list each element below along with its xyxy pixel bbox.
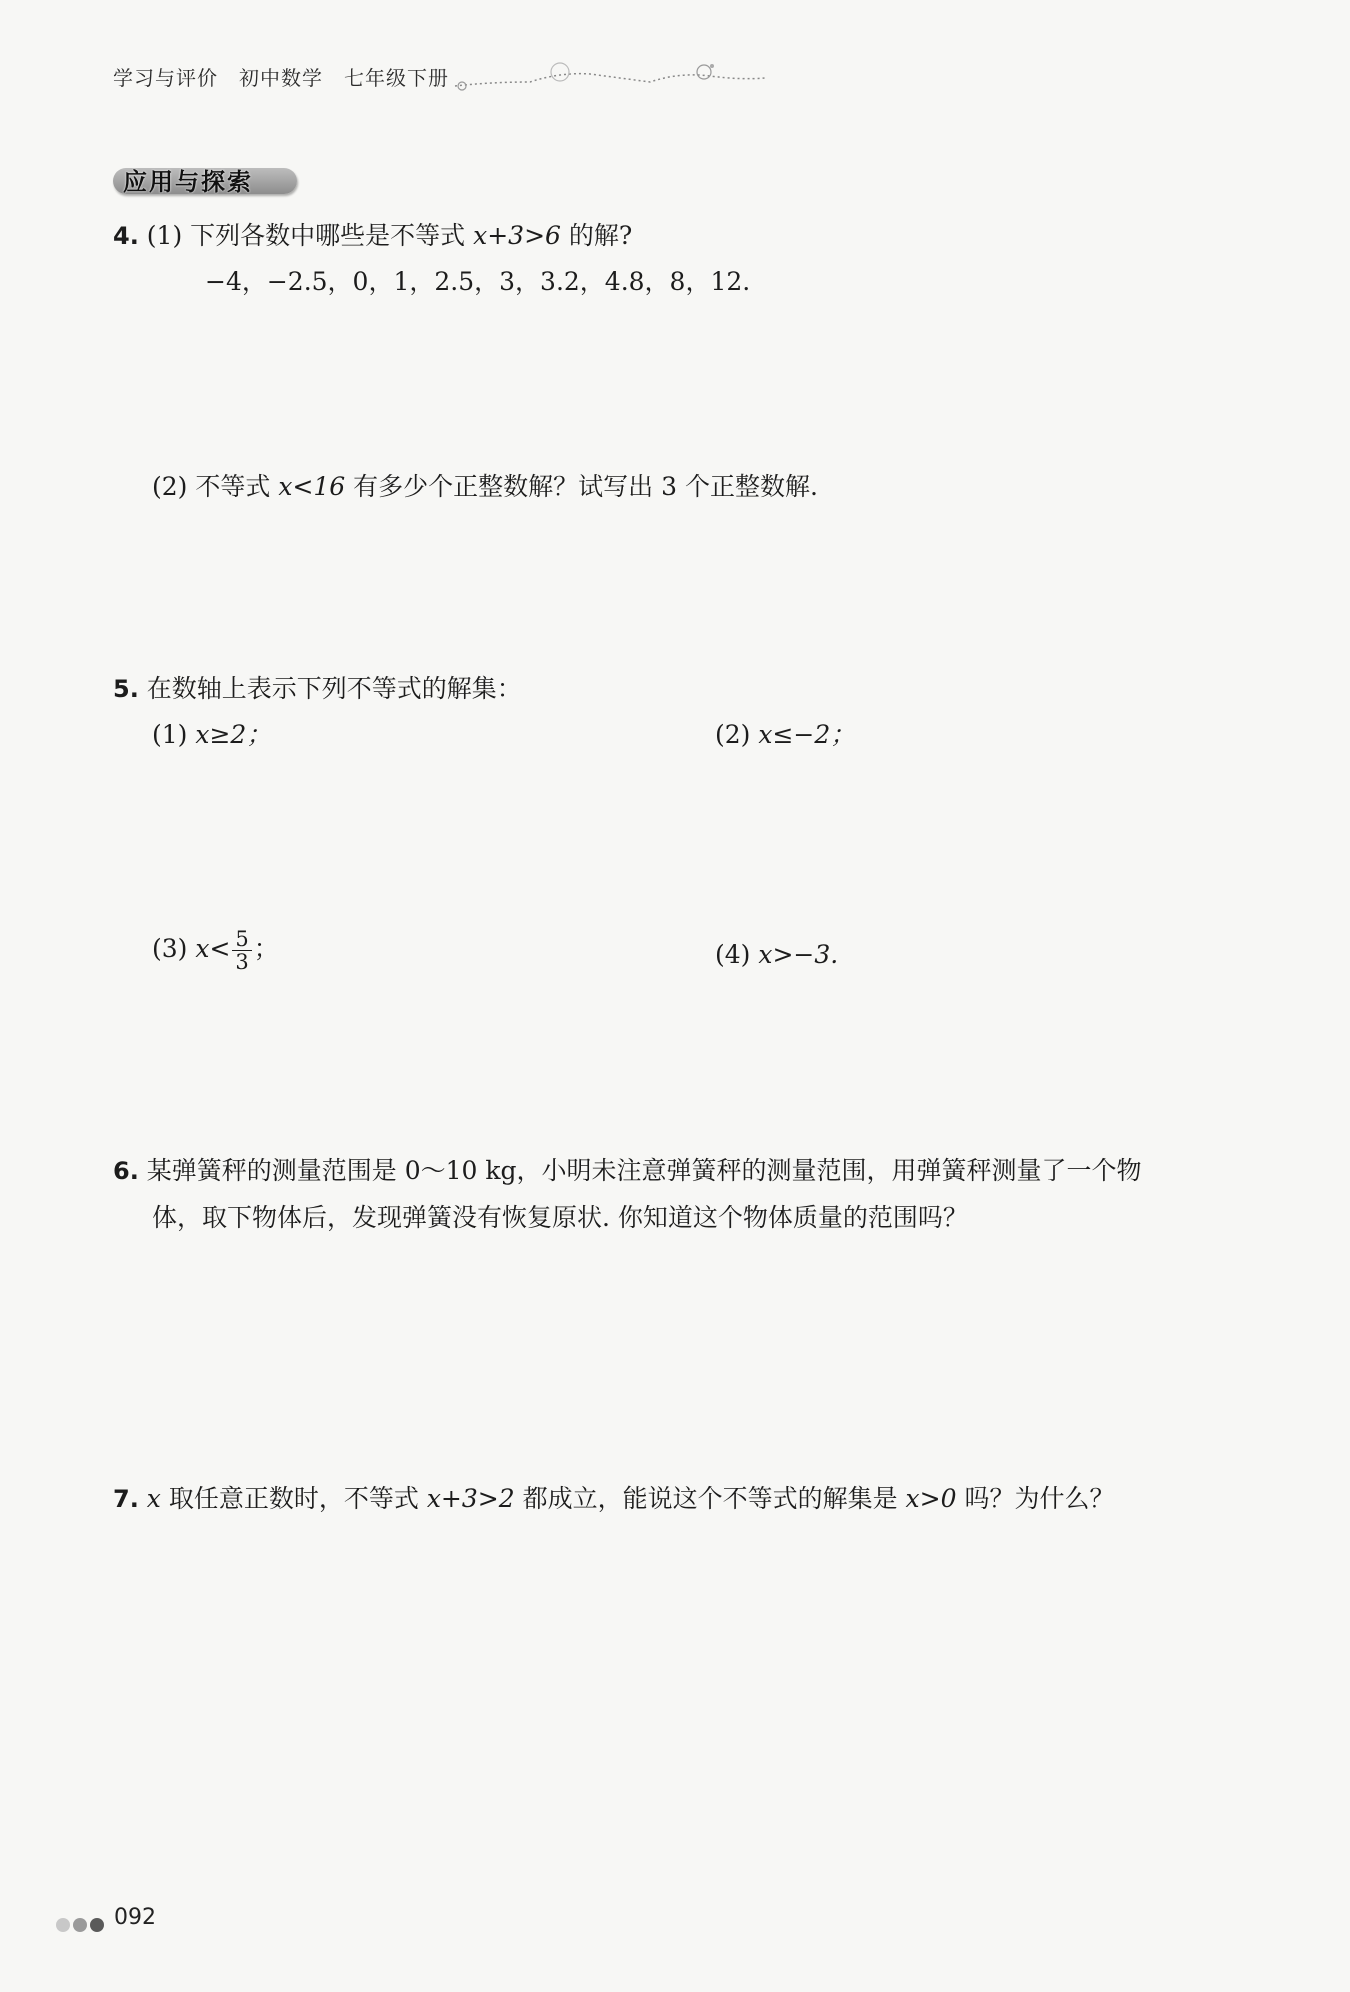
question-text: 某弹簧秤的测量范围是 0～10 kg，小明未注意弹簧秤的测量范围，用弹簧秤测量了一个物 (146, 1156, 1142, 1185)
number-list: −4，−2.5，0，1，2.5，3，3.2，4.8，8，12. (205, 267, 751, 296)
question-text: 在数轴上表示下列不等式的解集： (146, 674, 522, 703)
question-text: 吗？为什么？ (964, 1484, 1115, 1513)
dot-icon (73, 1918, 87, 1932)
page-number: 092 (114, 1905, 156, 1930)
question-5-item-2 (715, 718, 855, 752)
inequality: x>0 (905, 1484, 957, 1513)
part-label: (4) (715, 940, 751, 969)
inequality: x+3>2 (426, 1484, 515, 1513)
dot-icon (90, 1918, 104, 1932)
question-5-item-1 (152, 718, 271, 752)
section-title: 应用与探索 (123, 168, 253, 196)
question-text: 不等式 (195, 472, 271, 501)
question-4-part-2 (152, 470, 818, 504)
inequality: x<16 (278, 472, 346, 501)
running-header: 学习与评价 初中数学 七年级下册 (113, 66, 449, 90)
fraction-denominator: 3 (235, 950, 249, 974)
question-6-line-2: 体，取下物体后，发现弹簧没有恢复原状. 你知道这个物体质量的范围吗？ (152, 1203, 968, 1232)
question-text: 有多少个正整数解？试写出 3 个正整数解. (353, 472, 818, 501)
part-label: (2) (152, 472, 188, 501)
variable: x (146, 1484, 161, 1513)
question-number: 4. (113, 222, 139, 250)
question-5-stem (113, 672, 522, 706)
question-text: 的解? (568, 221, 633, 250)
question-5-item-3 (152, 928, 279, 973)
question-number: 5. (113, 675, 139, 703)
inequality: x>−3. (758, 940, 839, 969)
question-5-item-4 (715, 938, 838, 972)
inequality: x< (195, 934, 231, 963)
part-label: (1) (146, 221, 183, 250)
header-decoration (450, 52, 770, 92)
part-label: (2) (715, 720, 751, 749)
question-4-part-1 (113, 219, 632, 253)
inequality: x≥2； (195, 720, 272, 749)
fraction-numerator: 5 (232, 928, 251, 951)
question-text: 都成立，能说这个不等式的解集是 (522, 1484, 898, 1513)
question-6-line-1 (113, 1154, 1142, 1188)
fraction (232, 928, 251, 973)
part-label: (3) (152, 934, 188, 963)
inequality: x+3>6 (473, 221, 561, 250)
inequality: x≤−2； (758, 720, 856, 749)
page-dots (56, 1914, 107, 1933)
question-number: 7. (113, 1485, 139, 1513)
question-7 (113, 1482, 1114, 1516)
question-text: 下列各数中哪些是不等式 (190, 221, 466, 250)
dot-icon (56, 1918, 70, 1932)
punctuation: ； (253, 934, 279, 963)
part-label: (1) (152, 720, 188, 749)
question-number: 6. (113, 1157, 139, 1185)
section-badge (113, 162, 303, 196)
question-text: 取任意正数时，不等式 (168, 1484, 419, 1513)
